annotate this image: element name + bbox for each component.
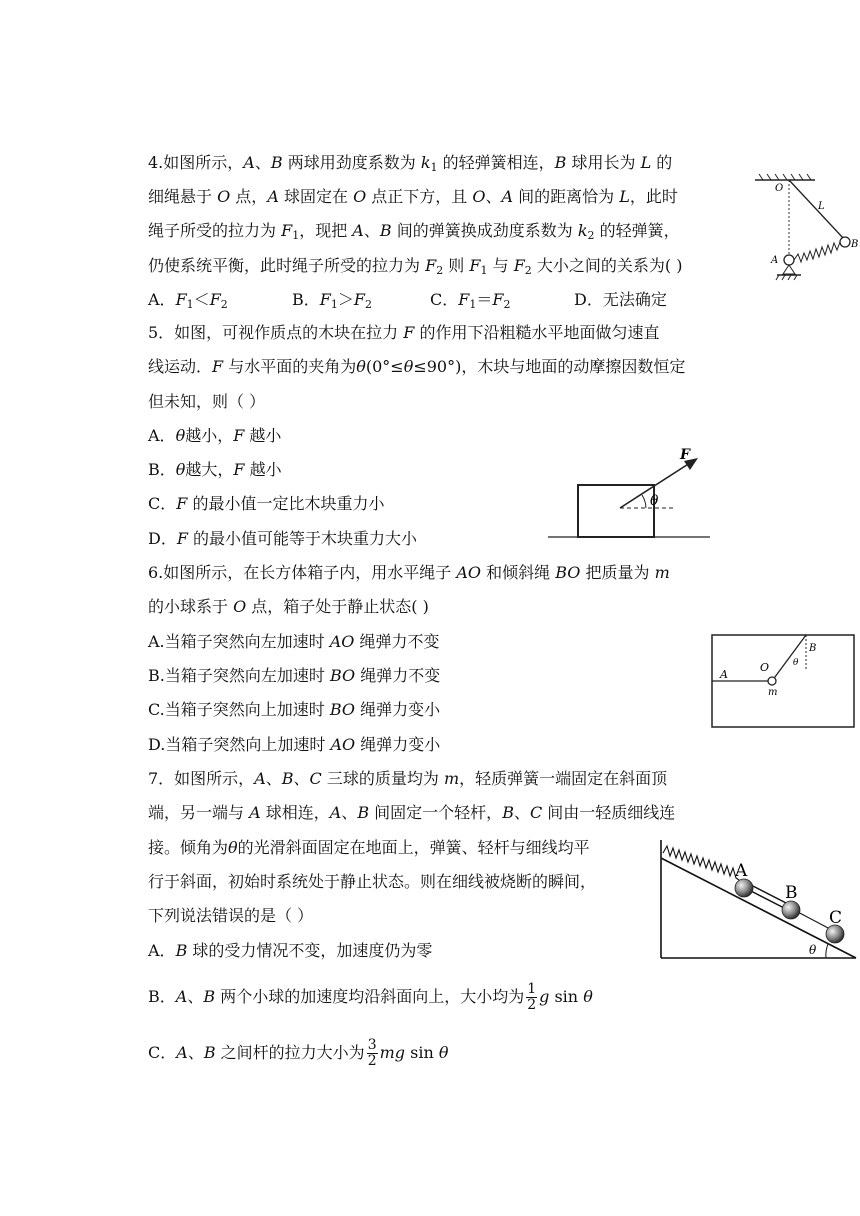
q7-figure bbox=[658, 838, 858, 960]
label-theta: θ bbox=[793, 658, 799, 668]
q4-figure bbox=[745, 172, 860, 287]
q5-option-d: D．F 的最小值可能等于木块重力大小 bbox=[148, 529, 418, 548]
incline-surface bbox=[661, 858, 856, 958]
q7-line-1: 7．如图所示，A、B、C 三球的质量均为 m，轻质弹簧一端固定在斜面顶 bbox=[148, 769, 668, 788]
q4-line-4: 仍使系统平衡，此时绳子所受的拉力为 $F_2$ 则 $F_1$ 与 $F_2$ 大小之间的关系为( ) bbox=[148, 256, 683, 277]
q6-option-b: B.当箱子突然向左加速时 BO 绳弹力不变 bbox=[148, 666, 441, 685]
string-bo bbox=[772, 635, 806, 681]
label-b: B bbox=[785, 883, 798, 903]
label-a: A bbox=[720, 668, 728, 681]
q4-option-c: C．$F_1=F_2$ bbox=[430, 290, 511, 311]
q7-option-c: C．A、B 之间杆的拉力大小为 $\frac{3}{2}$ mg sin θ bbox=[148, 1037, 449, 1069]
q6-line-1: 6.如图所示，在长方体箱子内，用水平绳子 AO 和倾斜绳 BO 把质量为 m bbox=[148, 563, 670, 582]
q7-option-b: B．A、B 两个小球的加速度均沿斜面向上，大小均为 $\frac{1}{2}$ g sin θ bbox=[148, 981, 593, 1013]
q4-option-b: B．$F_1>F_2$ bbox=[292, 290, 372, 311]
ball-m bbox=[768, 677, 776, 685]
ball-b bbox=[782, 901, 800, 919]
label-b: B bbox=[851, 239, 859, 250]
q5-option-c: C．F 的最小值一定比木块重力小 bbox=[148, 494, 385, 513]
label-a: A bbox=[771, 255, 779, 266]
q4-line-2: 细绳悬于 O 点，A 球固定在 O 点正下方，且 O、A 间的距离恰为 L，此时 bbox=[148, 187, 678, 206]
q4-line-1: 4.如图所示，A、B 两球用劲度系数为 $k_1$ 的轻弹簧相连，B 球用长为 L 的 bbox=[148, 153, 673, 174]
ball-a bbox=[735, 879, 753, 897]
label-f: F bbox=[680, 447, 690, 463]
q7-line-3: 接。倾角为θ的光滑斜面固定在地面上，弹簧、轻杆与细线均平 bbox=[148, 838, 590, 857]
label-theta: θ bbox=[650, 493, 659, 509]
q6-option-d: D.当箱子突然向上加速时 AO 绳弹力变小 bbox=[148, 735, 441, 754]
label-o: O bbox=[760, 661, 770, 674]
q4-option-d: D．无法确定 bbox=[574, 290, 667, 309]
label-theta: θ bbox=[809, 943, 817, 957]
rod-upper bbox=[749, 884, 790, 905]
q7-line-4: 行于斜面，初始时系统处于静止状态。则在细线被烧断的瞬间， bbox=[148, 872, 597, 891]
label-b: B bbox=[809, 643, 817, 654]
q6-option-c: C.当箱子突然向上加速时 BO 绳弹力变小 bbox=[148, 700, 441, 719]
q5-line-1: 5．如图，可视作质点的木块在拉力 F 的作用下沿粗糙水平地面做匀速直 bbox=[148, 323, 660, 342]
ground-hatch bbox=[776, 275, 801, 280]
angle-arc bbox=[826, 944, 828, 958]
q5-line-3: 但未知，则（ ） bbox=[148, 392, 266, 411]
q6-figure bbox=[710, 633, 858, 730]
spring bbox=[663, 846, 739, 880]
ceiling-hatch bbox=[755, 174, 815, 180]
q4-option-a: A．$F_1<F_2$ bbox=[148, 290, 228, 311]
q7-line-2: 端，另一端与 A 球相连，A、B 间固定一个轻杆，B、C 间由一轻质细线连 bbox=[148, 803, 676, 822]
q5-option-b: B．θ越大，F 越小 bbox=[148, 460, 282, 479]
label-a: A bbox=[735, 861, 748, 881]
q7-option-a: A．B 球的受力情况不变，加速度仍为零 bbox=[148, 941, 433, 960]
q5-line-2: 线运动．F 与水平面的夹角为θ(0°≤θ≤90°)，木块与地面的动摩擦因数恒定 bbox=[148, 357, 686, 376]
label-m: m bbox=[768, 687, 778, 698]
label-o: O bbox=[775, 183, 784, 194]
spring bbox=[794, 242, 840, 262]
support-a bbox=[783, 265, 795, 274]
fraction-half: $\frac{1}{2}$ bbox=[527, 981, 537, 1013]
fraction-three-halves: $\frac{3}{2}$ bbox=[367, 1037, 377, 1069]
q6-option-a: A.当箱子突然向左加速时 AO 绳弹力不变 bbox=[148, 632, 440, 651]
rod-lower bbox=[747, 889, 788, 910]
label-l: L bbox=[818, 201, 825, 212]
q4-line-3: 绳子所受的拉力为 $F_1$，现把 A、B 间的弹簧换成劲度系数为 $k_2$ 的轻弹簧， bbox=[148, 221, 680, 242]
q5-option-a: A．θ越小，F 越小 bbox=[148, 426, 282, 445]
ball-b bbox=[840, 237, 850, 247]
string-l bbox=[789, 180, 844, 239]
q5-figure bbox=[548, 445, 713, 545]
label-c: C bbox=[829, 908, 843, 928]
q6-line-2: 的小球系于 O 点，箱子处于静止状态( ) bbox=[148, 597, 429, 616]
angle-arc bbox=[642, 495, 646, 508]
ball-a bbox=[784, 255, 794, 265]
q7-line-5: 下列说法错误的是（ ） bbox=[148, 906, 314, 925]
